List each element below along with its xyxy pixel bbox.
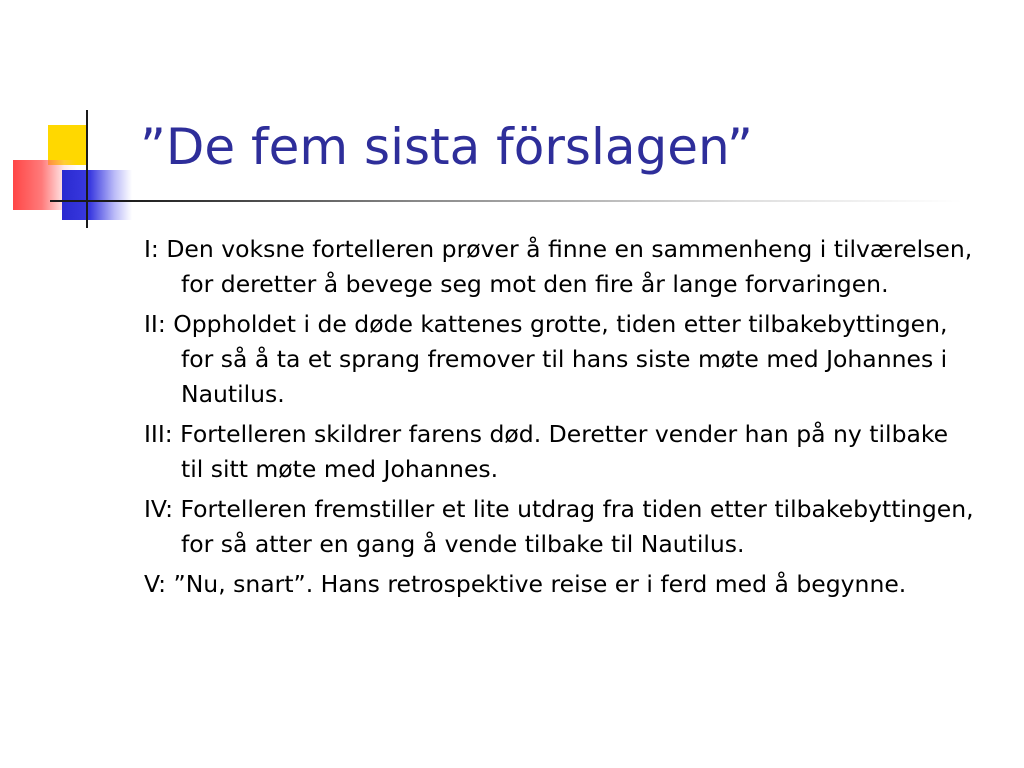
yellow-square: [48, 125, 88, 165]
list-item: IV: Fortelleren fremstiller et lite utdrag fra tiden etter tilbakebyttingen, for så atter en gang å vende tilbake til Nautilus.: [144, 495, 974, 558]
decorative-squares-logo: [0, 0, 150, 240]
slide-content-list: [144, 232, 974, 607]
blue-square: [62, 170, 132, 220]
title-underline: [50, 200, 962, 202]
list-item: V: ”Nu, snart”. Hans retrospektive reise er i ferd med å begynne.: [144, 570, 907, 598]
list-item: II: Oppholdet i de døde kattenes grotte, tiden etter tilbakebyttingen, for så å ta et sprang fremover til hans siste møte med Johannes i Nautilus.: [144, 310, 948, 408]
list-item: I: Den voksne fortelleren prøver å finne en sammenheng i tilværelsen, for deretter å bevege seg mot den fire år lange forvaringen.: [144, 235, 973, 298]
slide-title: ”De fem sista förslagen”: [140, 118, 753, 176]
vertical-divider: [86, 110, 88, 228]
list-item: III: Fortelleren skildrer farens død. Deretter vender han på ny tilbake til sitt møte med Johannes.: [144, 420, 949, 483]
